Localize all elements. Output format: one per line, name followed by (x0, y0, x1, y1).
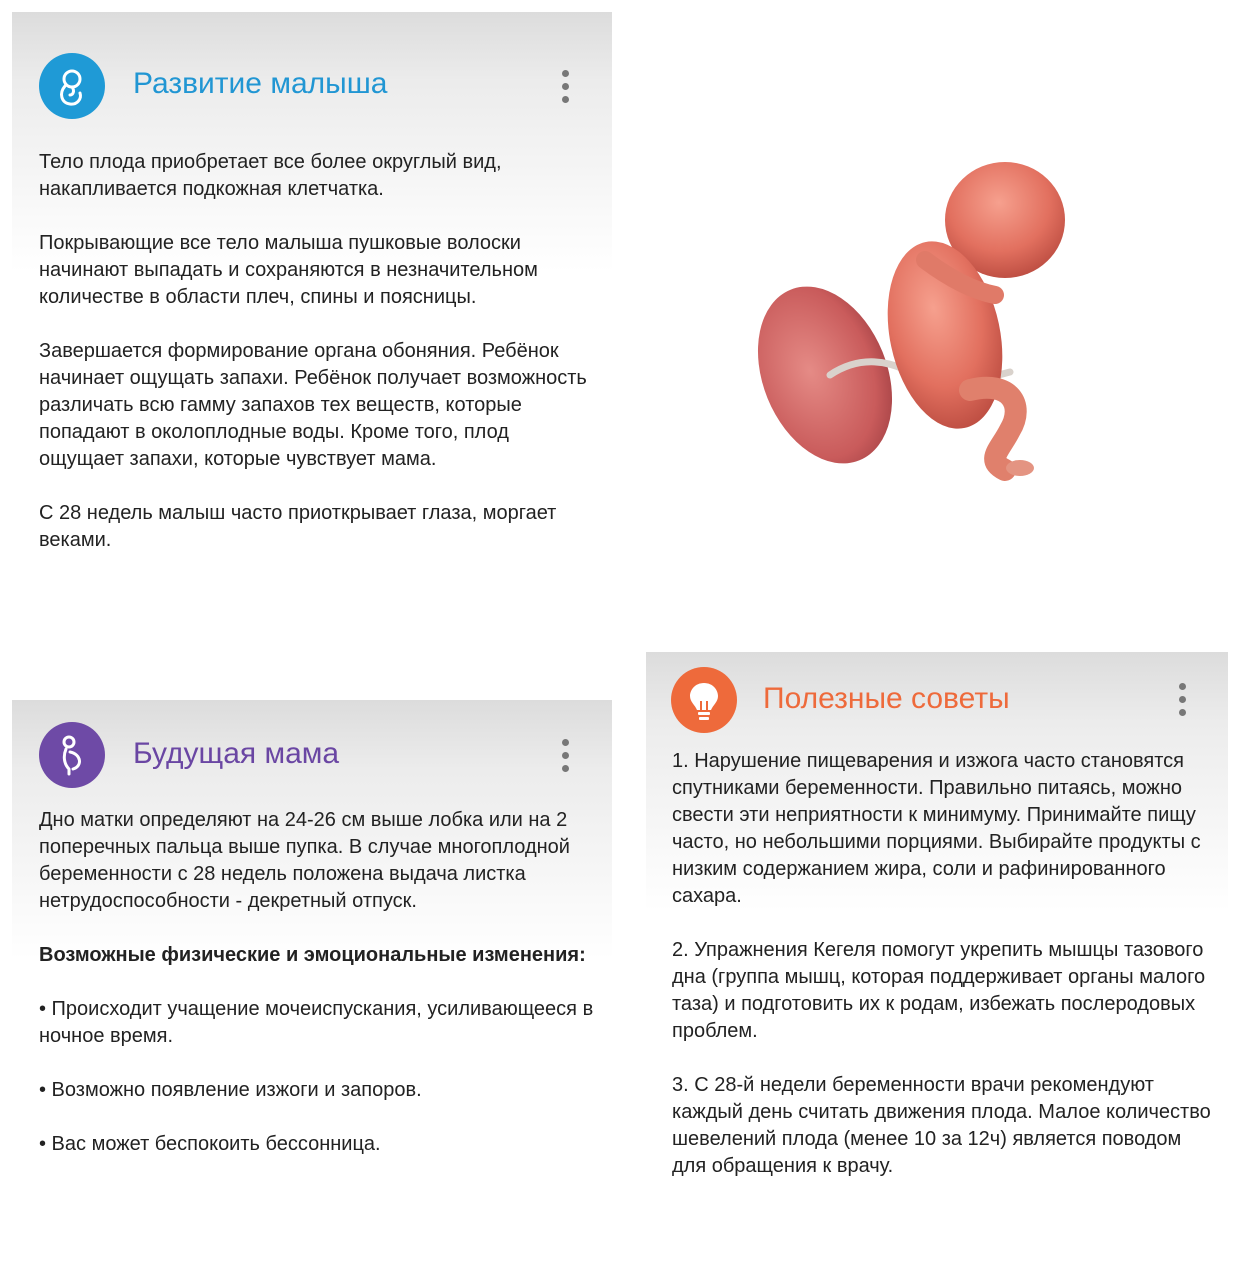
card-header (12, 12, 612, 132)
fetus-icon (39, 53, 105, 119)
future-mom-card (12, 700, 612, 1260)
useful-tips-card (646, 652, 1228, 1262)
paragraph: Завершается формирование органа обоняния. Ребёнок начинает ощущать запахи. Ребёнок получает возможность различать всю гамму запахов тех веществ, которые попадают в околоплодные воды. Кроме того, плод ощущает запахи, которые чувствует мама. (39, 340, 587, 470)
paragraph: С 28 недель малыш часто приоткрывает глаза, моргает веками. (39, 502, 557, 551)
paragraph: 2. Упражнения Кегеля помогут укрепить мышцы тазового дна (группа мышц, которая поддерживает органы малого таза) и подготовить их к родам, избежать послеродовых проблем. (672, 939, 1206, 1042)
paragraph: Тело плода приобретает все более округлый вид, накапливается подкожная клетчатка. (39, 151, 502, 200)
card-header (12, 700, 612, 820)
list-item: • Возможно появление изжоги и запоров. (39, 1079, 422, 1101)
fetus-illustration (740, 150, 1080, 490)
card-title: Полезные советы (763, 682, 1010, 715)
paragraph: Дно матки определяют на 24-26 см выше лобка или на 2 поперечных пальца выше пупка. В случае многоплодной беременности с 28 недель положена выдача листка нетрудоспособности - декретный отпуск. (39, 809, 570, 912)
more-options-icon[interactable] (559, 70, 571, 104)
more-options-icon[interactable] (1176, 683, 1188, 717)
paragraph: 3. С 28-й недели беременности врачи рекомендуют каждый день считать движения плода. Малое количество шевелений плода (менее 10 за 12ч) является поводом для обращения к врачу. (672, 1074, 1211, 1177)
list-item: • Происходит учащение мочеиспускания, усиливающееся в ночное время. (39, 998, 594, 1047)
lightbulb-icon (671, 667, 737, 733)
card-title: Будущая мама (133, 737, 340, 770)
card-body (39, 807, 599, 1185)
card-body (672, 748, 1217, 1207)
paragraph: Покрывающие все тело малыша пушковые волоски начинают выпадать и сохраняются в незначительном количестве в области плеч, спины и поясницы. (39, 232, 538, 308)
paragraph: 1. Нарушение пищеварения и изжога часто становятся спутниками беременности. Правильно питаясь, можно свести эти неприятности к минимуму. Принимайте пищу часто, но небольшими порциями. Выбирайте продукты с низким содержанием жира, соли и рафинированного сахара. (672, 750, 1201, 907)
list-item: • Вас может беспокоить бессонница. (39, 1133, 381, 1155)
baby-development-card (12, 12, 612, 630)
card-title: Развитие малыша (133, 67, 388, 100)
section-heading: Возможные физические и эмоциональные изменения: (39, 944, 586, 966)
card-body (39, 149, 599, 581)
more-options-icon[interactable] (559, 739, 571, 773)
pregnant-woman-icon (39, 722, 105, 788)
